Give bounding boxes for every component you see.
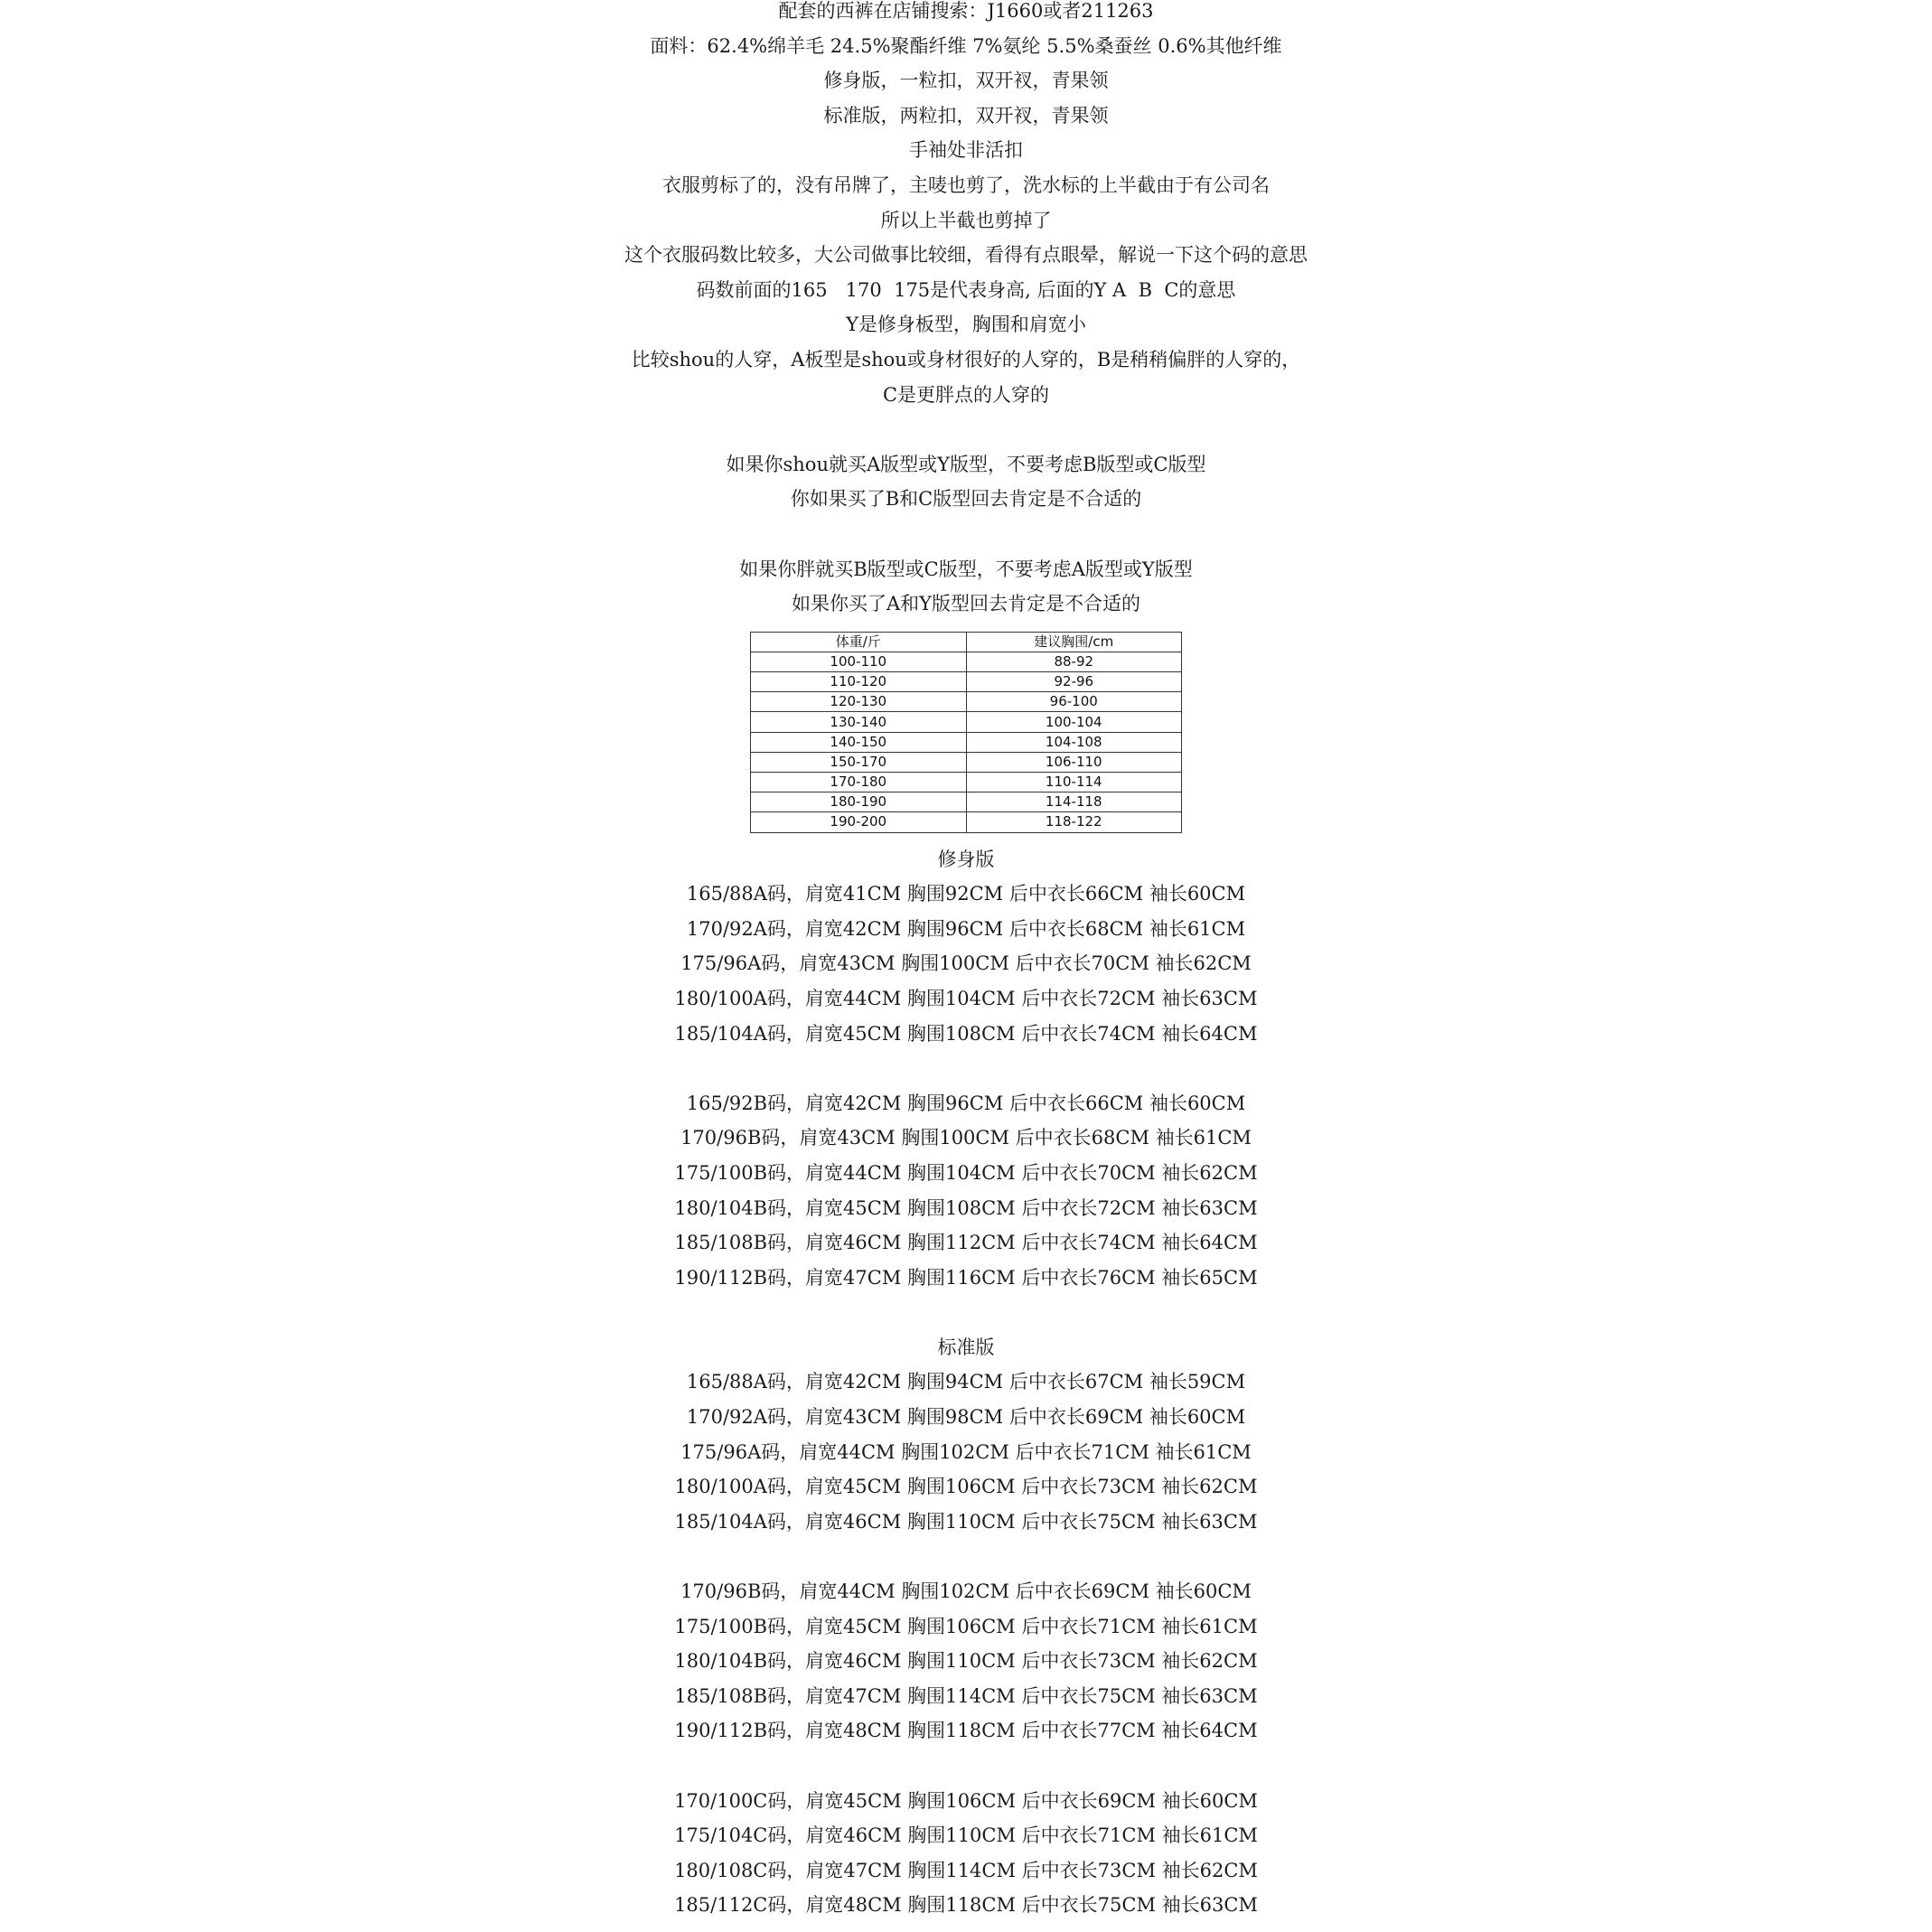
table-row	[751, 672, 1182, 692]
weight-cell: 180-190	[751, 792, 967, 812]
chest-cell: 106-110	[966, 752, 1182, 772]
weight-cell: 130-140	[751, 712, 967, 732]
table-row	[751, 773, 1182, 792]
slim-fit-section	[0, 842, 1932, 1296]
size-spec-line: 185/112C码，肩宽48CM 胸围118CM 后中衣长75CM 袖长63CM	[674, 1894, 1258, 1917]
size-spec-line: 170/92A码，肩宽42CM 胸围96CM 后中衣长68CM 袖长61CM	[686, 917, 1246, 940]
spacer	[0, 1539, 1932, 1574]
table-row	[751, 752, 1182, 772]
chest-cell: 100-104	[966, 712, 1182, 732]
chest-cell: 110-114	[966, 773, 1182, 792]
size-spec-line: 170/96B码，肩宽44CM 胸围102CM 后中衣长69CM 袖长60CM	[680, 1580, 1252, 1603]
advice-line: 如果你shou就买A版型或Y版型，不要考虑B版型或C版型	[726, 453, 1206, 475]
spacer	[0, 1295, 1932, 1330]
table-row	[751, 812, 1182, 832]
intro-line: 手袖处非活扣	[909, 139, 1023, 162]
spacer	[0, 1051, 1932, 1086]
header-chest: 建议胸围/cm	[966, 632, 1182, 652]
chest-cell: 96-100	[966, 692, 1182, 712]
advice-line: 如果你买了A和Y版型回去肯定是不合适的	[791, 593, 1141, 615]
intro-section	[0, 0, 1932, 412]
size-spec-line: 175/104C码，肩宽46CM 胸围110CM 后中衣长71CM 袖长61CM	[674, 1824, 1258, 1847]
intro-line: Y是修身板型，胸围和肩宽小	[846, 314, 1086, 336]
size-spec-line: 185/104A码，肩宽45CM 胸围108CM 后中衣长74CM 袖长64CM	[674, 1022, 1258, 1045]
advice-line: 你如果买了B和C版型回去肯定是不合适的	[790, 488, 1142, 511]
advice-thin-section	[0, 447, 1932, 517]
size-spec-line: 165/92B码，肩宽42CM 胸围96CM 后中衣长66CM 袖长60CM	[686, 1092, 1246, 1114]
intro-line: 比较shou的人穿，A板型是shou或身材很好的人穿的，B是稍稍偏胖的人穿的，	[631, 348, 1301, 370]
intro-line: 面料：62.4%绵羊毛 24.5%聚酯纤维 7%氨纶 5.5%桑蚕丝 0.6%其他纤维	[650, 34, 1282, 57]
slim-fit-title: 修身版	[937, 848, 995, 870]
advice-fat-section	[0, 552, 1932, 622]
weight-chest-table-wrapper	[750, 632, 1182, 833]
size-spec-line: 165/88A码，肩宽42CM 胸围94CM 后中衣长67CM 袖长59CM	[686, 1371, 1246, 1393]
advice-line: 如果你胖就买B版型或C版型，不要考虑A版型或Y版型	[739, 558, 1193, 580]
size-spec-line: 180/100A码，肩宽44CM 胸围104CM 后中衣长72CM 袖长63CM	[674, 987, 1258, 1009]
weight-cell: 190-200	[751, 812, 967, 832]
weight-cell: 170-180	[751, 773, 967, 792]
size-spec-line: 180/104B码，肩宽45CM 胸围108CM 后中衣长72CM 袖长63CM	[674, 1196, 1258, 1219]
standard-fit-section	[0, 1330, 1932, 1923]
standard-fit-title: 标准版	[937, 1336, 995, 1358]
size-spec-line: 180/100A码，肩宽45CM 胸围106CM 后中衣长73CM 袖长62CM	[674, 1476, 1258, 1498]
weight-cell: 100-110	[751, 652, 967, 671]
size-spec-line: 170/96B码，肩宽43CM 胸围100CM 后中衣长68CM 袖长61CM	[680, 1127, 1252, 1149]
spacer	[0, 412, 1932, 447]
table-row	[751, 712, 1182, 732]
spacer	[0, 1749, 1932, 1784]
size-spec-line: 185/104A码，肩宽46CM 胸围110CM 后中衣长75CM 袖长63CM	[674, 1510, 1258, 1533]
size-spec-line: 165/88A码，肩宽41CM 胸围92CM 后中衣长66CM 袖长60CM	[686, 883, 1246, 905]
header-weight: 体重/斤	[751, 632, 967, 652]
table-row	[751, 692, 1182, 712]
weight-cell: 110-120	[751, 672, 967, 692]
size-spec-line: 185/108B码，肩宽46CM 胸围112CM 后中衣长74CM 袖长64CM	[674, 1232, 1258, 1254]
size-spec-line: 190/112B码，肩宽47CM 胸围116CM 后中衣长76CM 袖长65CM	[674, 1266, 1258, 1289]
intro-line: 所以上半截也剪掉了	[880, 209, 1052, 231]
chest-cell: 88-92	[966, 652, 1182, 671]
size-spec-line: 180/108C码，肩宽47CM 胸围114CM 后中衣长73CM 袖长62CM	[674, 1859, 1258, 1881]
table-row	[751, 652, 1182, 671]
size-spec-line: 175/96A码，肩宽43CM 胸围100CM 后中衣长70CM 袖长62CM	[680, 952, 1252, 975]
size-spec-line: 185/108B码，肩宽47CM 胸围114CM 后中衣长75CM 袖长63CM	[674, 1684, 1258, 1707]
intro-line: C是更胖点的人穿的	[882, 383, 1050, 406]
intro-line: 码数前面的165 170 175是代表身高, 后面的Y A B C的意思	[696, 278, 1236, 301]
intro-line: 修身版，一粒扣，双开衩，青果领	[823, 70, 1109, 92]
weight-chest-table	[750, 632, 1182, 833]
size-spec-line: 190/112B码，肩宽48CM 胸围118CM 后中衣长77CM 袖长64CM	[674, 1720, 1258, 1742]
size-spec-line: 170/92A码，肩宽43CM 胸围98CM 后中衣长69CM 袖长60CM	[686, 1406, 1246, 1429]
intro-line: 这个衣服码数比较多，大公司做事比较细，看得有点眼晕，解说一下这个码的意思	[624, 244, 1308, 267]
spacer	[0, 517, 1932, 552]
intro-line: 配套的西裤在店铺搜索：J1660或者211263	[778, 0, 1154, 22]
chest-cell: 118-122	[966, 812, 1182, 832]
chest-cell: 114-118	[966, 792, 1182, 812]
size-spec-line: 180/104B码，肩宽46CM 胸围110CM 后中衣长73CM 袖长62CM	[674, 1650, 1258, 1673]
intro-line: 标准版，两粒扣，双开衩，青果领	[823, 104, 1109, 127]
weight-cell: 140-150	[751, 732, 967, 752]
weight-cell: 120-130	[751, 692, 967, 712]
table-row	[751, 732, 1182, 752]
chest-cell: 104-108	[966, 732, 1182, 752]
weight-cell: 150-170	[751, 752, 967, 772]
size-spec-line: 175/100B码，肩宽44CM 胸围104CM 后中衣长70CM 袖长62CM	[674, 1161, 1258, 1184]
table-header-row	[751, 632, 1182, 652]
chest-cell: 92-96	[966, 672, 1182, 692]
intro-line: 衣服剪标了的，没有吊牌了，主唛也剪了，洗水标的上半截由于有公司名	[662, 174, 1270, 196]
table-row	[751, 792, 1182, 812]
size-spec-line: 175/100B码，肩宽45CM 胸围106CM 后中衣长71CM 袖长61CM	[674, 1615, 1258, 1637]
size-spec-line: 175/96A码，肩宽44CM 胸围102CM 后中衣长71CM 袖长61CM	[680, 1440, 1252, 1463]
size-spec-line: 170/100C码，肩宽45CM 胸围106CM 后中衣长69CM 袖长60CM	[674, 1789, 1258, 1812]
